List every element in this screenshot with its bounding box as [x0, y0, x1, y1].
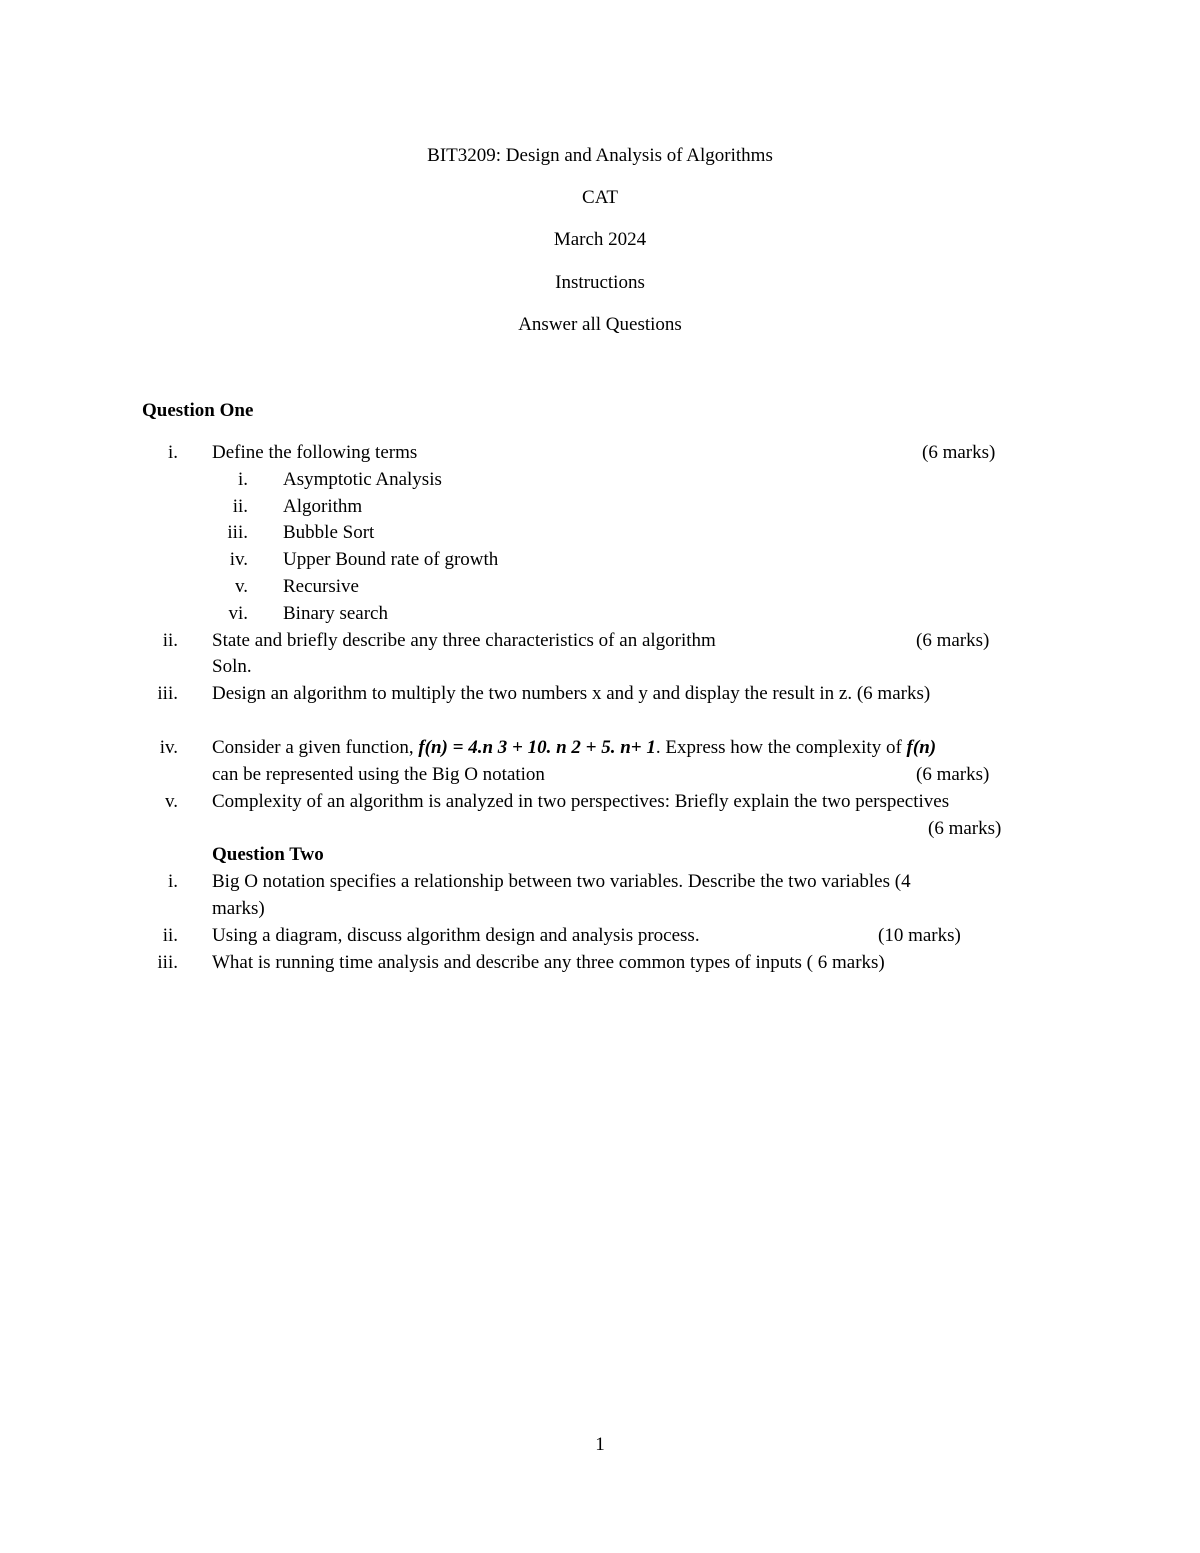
q2-item-text: Using a diagram, discuss algorithm design and analysis process.: [212, 925, 700, 946]
sub-item-number: iv.: [229, 549, 248, 570]
q2-item-text: What is running time analysis and describe any three common types of inputs ( 6 marks): [212, 952, 885, 973]
q1-item-text-post: . Express how the complexity of: [655, 737, 907, 758]
q1-item-marks: (6 marks): [928, 818, 1002, 839]
sub-item-text: Asymptotic Analysis: [283, 469, 442, 490]
question-one-heading: Question One: [142, 400, 254, 421]
q1-item-marks: (6 marks): [916, 764, 990, 785]
function-formula: f(n) = 4.n 3 + 10. n 2 + 5. n+ 1: [418, 737, 656, 758]
q1-item-marks: (6 marks): [916, 630, 990, 651]
q2-item-text-line2: marks): [212, 898, 265, 919]
sub-item-number: v.: [234, 576, 248, 597]
q1-item-text: Complexity of an algorithm is analyzed in two perspectives: Briefly explain the two perspectives: [212, 791, 950, 812]
exam-type: CAT: [582, 187, 618, 208]
q2-item-text: Big O notation specifies a relationship between two variables. Describe the two variables (4: [212, 871, 911, 892]
sub-item-text: Algorithm: [283, 496, 363, 517]
sub-item-text: Upper Bound rate of growth: [283, 549, 499, 570]
sub-item-text: Binary search: [283, 603, 388, 624]
q1-item-marks: (6 marks): [922, 442, 996, 463]
instructions-text: Answer all Questions: [518, 314, 682, 335]
q1-item-number: ii.: [162, 630, 178, 651]
sub-item-text: Bubble Sort: [283, 522, 375, 543]
q1-item-text-line2: can be represented using the Big O notation: [212, 764, 545, 785]
sub-item-number: vi.: [228, 603, 248, 624]
sub-item-text: Recursive: [283, 576, 359, 597]
sub-item-number: iii.: [227, 522, 248, 543]
question-two-heading: Question Two: [212, 844, 324, 865]
q1-item-text: Define the following terms: [212, 442, 418, 463]
sub-item-number: i.: [237, 469, 248, 490]
q1-item-number: iv.: [159, 737, 178, 758]
q1-item-text: [212, 738, 936, 757]
sub-item-number: ii.: [232, 496, 248, 517]
exam-date: March 2024: [553, 229, 647, 250]
q2-item-number: i.: [167, 871, 178, 892]
q1-item-text: State and briefly describe any three characteristics of an algorithm: [212, 630, 716, 651]
q1-item-number: v.: [164, 791, 178, 812]
instructions-heading: Instructions: [555, 272, 645, 293]
q1-item-number: iii.: [157, 683, 178, 704]
q1-item-number: i.: [167, 442, 178, 463]
solution-label: Soln.: [212, 656, 252, 677]
function-formula-short: f(n): [906, 737, 937, 758]
q2-item-number: ii.: [162, 925, 178, 946]
q1-item-text-pre: Consider a given function,: [212, 737, 419, 758]
page-number: 1: [595, 1434, 605, 1455]
q2-item-number: iii.: [157, 952, 178, 973]
q1-item-text: Design an algorithm to multiply the two numbers x and y and display the result in z. (6 marks): [212, 683, 931, 704]
course-title: BIT3209: Design and Analysis of Algorithms: [427, 145, 773, 166]
q2-item-marks: (10 marks): [878, 925, 961, 946]
